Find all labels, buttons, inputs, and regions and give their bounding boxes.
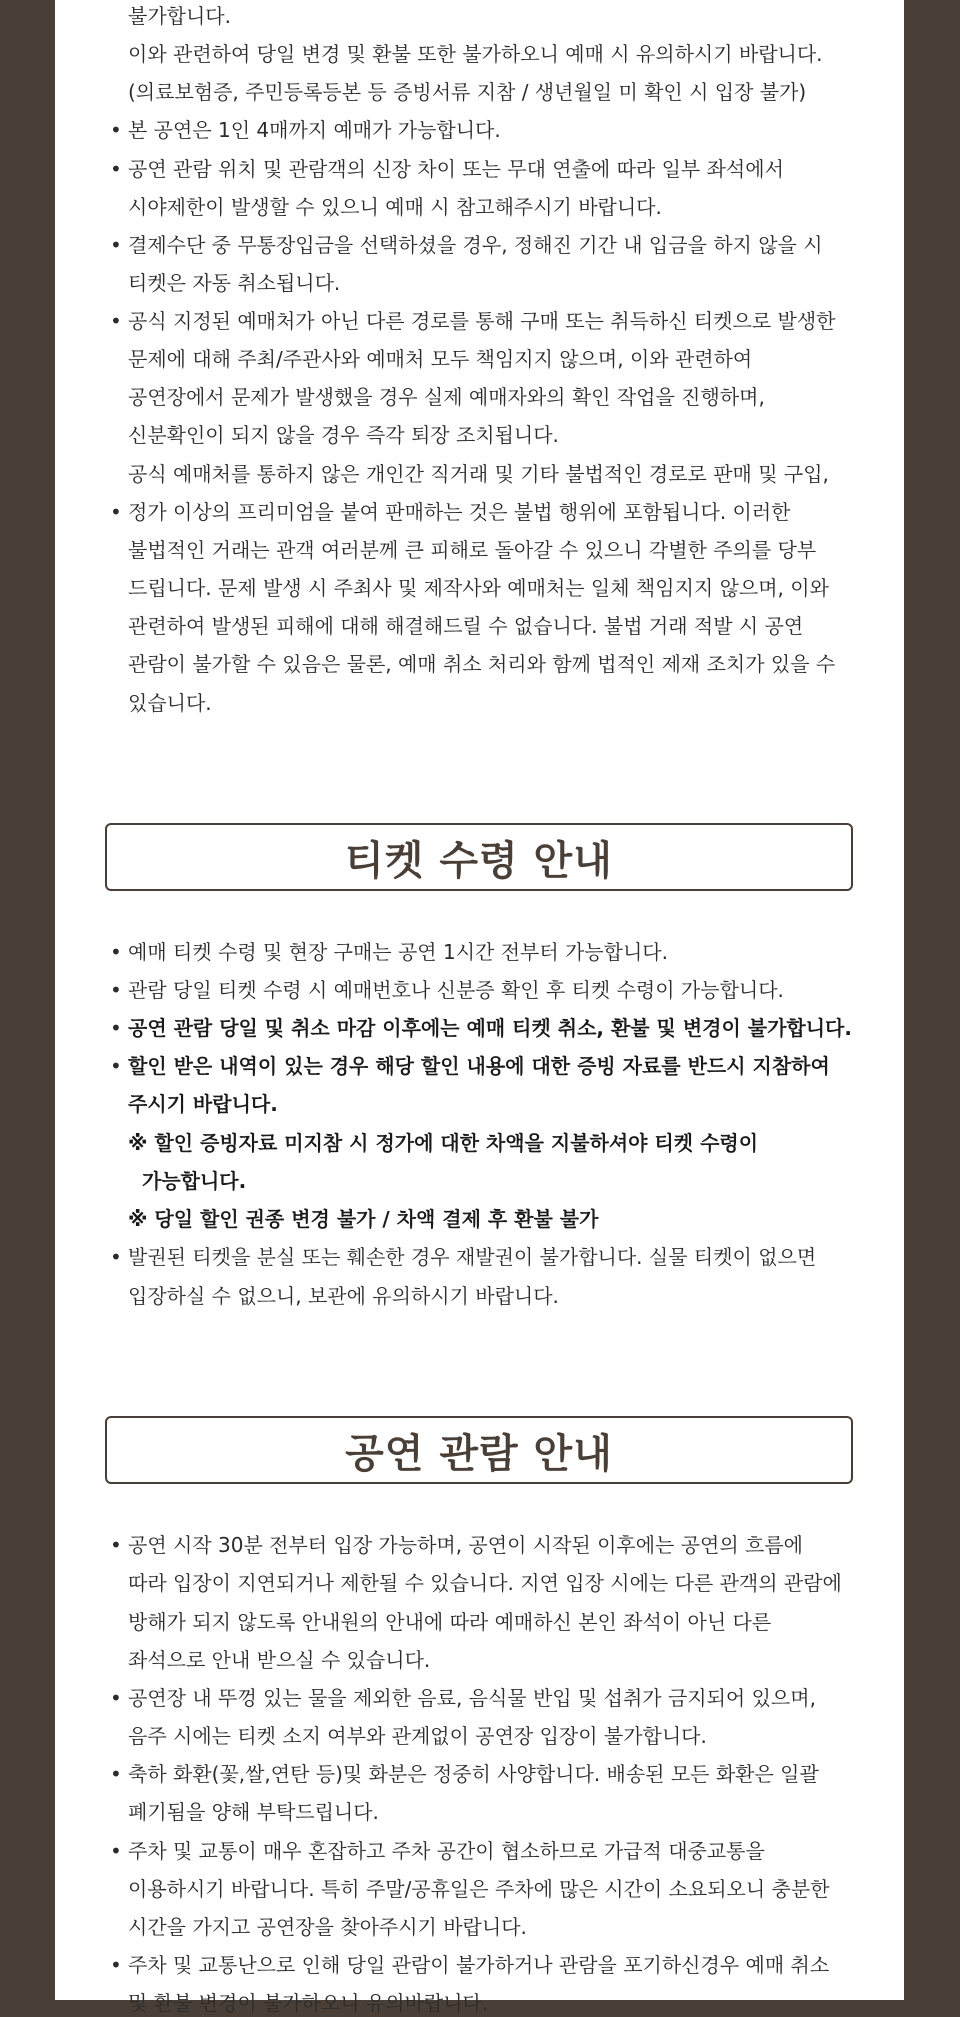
ticket-note: 가능합니다.: [142, 1169, 247, 1193]
notice-line: 공연 관람 위치 및 관람객의 신장 차이 또는 무대 연출에 따라 일부 좌석에서: [128, 157, 784, 181]
bullet-point: •: [110, 157, 122, 181]
viewing-line: 공연 시작 30분 전부터 입장 가능하며, 공연이 시작된 이후에는 공연의 흐름에: [128, 1533, 803, 1557]
bullet-point: •: [110, 1245, 122, 1269]
notice-line: 결제수단 중 무통장입금을 선택하셨을 경우, 정해진 기간 내 입금을 하지 않을 시: [128, 233, 823, 257]
bullet-point: •: [110, 940, 122, 964]
viewing-line: 주차 및 교통난으로 인해 당일 관람이 불가하거나 관람을 포기하신경우 예매 취소: [128, 1953, 830, 1977]
notice-line: 있습니다.: [128, 691, 212, 715]
bullet-point: •: [110, 309, 122, 333]
bullet-point: •: [110, 1533, 122, 1557]
section-title-box: [105, 823, 853, 891]
notice-line: 본 공연은 1인 4매까지 예매가 가능합니다.: [128, 118, 501, 142]
bullet-point: •: [110, 1953, 122, 1977]
notice-line: 시야제한이 발생할 수 있으니 예매 시 참고해주시기 바랍니다.: [128, 195, 662, 219]
bullet-point: •: [110, 233, 122, 257]
viewing-line: 및 환불 변경이 불가하오니 유의바랍니다.: [128, 1991, 489, 2015]
bullet-point: •: [110, 978, 122, 1002]
content-panel: [55, 0, 904, 2015]
ticket-line: 관람 당일 티켓 수령 시 예매번호나 신분증 확인 후 티켓 수령이 가능합니다.: [128, 978, 784, 1002]
notice-line: 공식 예매처를 통하지 않은 개인간 직거래 및 기타 불법적인 경로로 판매 및 구입,: [128, 462, 829, 486]
bullet-point: •: [110, 1686, 122, 1710]
notice-line: 이와 관련하여 당일 변경 및 환불 또한 불가하오니 예매 시 유의하시기 바랍니다.: [128, 42, 823, 66]
notice-line: 공식 지정된 예매처가 아닌 다른 경로를 통해 구매 또는 취득하신 티켓으로 발생한: [128, 309, 836, 333]
ticket-line: 예매 티켓 수령 및 현장 구매는 공연 1시간 전부터 가능합니다.: [128, 940, 668, 964]
viewing-line: 따라 입장이 지연되거나 제한될 수 있습니다. 지연 입장 시에는 다른 관객의 관람에: [128, 1571, 842, 1595]
viewing-line: 축하 화환(꽃,쌀,연탄 등)및 화분은 정중히 사양합니다. 배송된 모든 화환은 일괄: [128, 1762, 819, 1786]
notice-line: 관련하여 발생된 피해에 대해 해결해드릴 수 없습니다. 불법 거래 적발 시 공연: [128, 614, 804, 638]
notice-line: 관람이 불가할 수 있음은 물론, 예매 취소 처리와 함께 법적인 제재 조치가 있을 수: [128, 652, 836, 676]
viewing-line: 좌석으로 안내 받으실 수 있습니다.: [128, 1648, 431, 1672]
viewing-line: 폐기됨을 양해 부탁드립니다.: [128, 1800, 379, 1824]
notice-line: 티켓은 자동 취소됩니다.: [128, 271, 341, 295]
viewing-line: 방해가 되지 않도록 안내원의 안내에 따라 예매하신 본인 좌석이 아닌 다른: [128, 1610, 772, 1634]
bullet-point: •: [110, 1762, 122, 1786]
bullet-point: •: [110, 118, 122, 142]
bullet-point: •: [110, 1016, 122, 1040]
notice-line: (의료보험증, 주민등록등본 등 증빙서류 지참 / 생년월일 미 확인 시 입장 불가): [128, 80, 807, 104]
bullet-point: •: [110, 500, 122, 524]
ticket-line: 발권된 티켓을 분실 또는 훼손한 경우 재발권이 불가합니다. 실물 티켓이 없으면: [128, 1245, 817, 1269]
section-title: 공연 관람 안내: [345, 1430, 613, 1477]
section-title-box: [105, 1416, 853, 1484]
notice-line: 드립니다. 문제 발생 시 주최사 및 제작사와 예매처는 일체 책임지지 않으며, 이와: [128, 576, 829, 600]
viewing-line: 공연장 내 뚜껑 있는 물을 제외한 음료, 음식물 반입 및 섭취가 금지되어 있으며,: [128, 1686, 816, 1710]
notice-line: 문제에 대해 주최/주관사와 예매처 모두 책임지지 않으며, 이와 관련하여: [128, 347, 753, 371]
notice-line: 불가합니다.: [128, 4, 231, 28]
bullet-point: •: [110, 1054, 122, 1078]
viewing-line: 시간을 가지고 공연장을 찾아주시기 바랍니다.: [128, 1915, 527, 1939]
viewing-line: 주차 및 교통이 매우 혼잡하고 주차 공간이 협소하므로 가급적 대중교통을: [128, 1839, 765, 1863]
ticket-line: 할인 받은 내역이 있는 경우 해당 할인 내용에 대한 증빙 자료를 반드시 지참하여: [128, 1054, 830, 1078]
viewing-line: 음주 시에는 티켓 소지 여부와 관계없이 공연장 입장이 불가합니다.: [128, 1724, 707, 1748]
notice-line: 불법적인 거래는 관객 여러분께 큰 피해로 돌아갈 수 있으니 각별한 주의를 당부: [128, 538, 817, 562]
ticket-note: ※ 할인 증빙자료 미지참 시 정가에 대한 차액을 지불하셔야 티켓 수령이: [128, 1131, 759, 1155]
notice-line: 공연장에서 문제가 발생했을 경우 실제 예매자와의 확인 작업을 진행하며,: [128, 385, 765, 409]
ticket-line: 입장하실 수 없으니, 보관에 유의하시기 바랍니다.: [128, 1284, 559, 1308]
notice-line: 신분확인이 되지 않을 경우 즉각 퇴장 조치됩니다.: [128, 423, 559, 447]
viewing-line: 이용하시기 바랍니다. 특히 주말/공휴일은 주차에 많은 시간이 소요되오니 충분한: [128, 1877, 830, 1901]
notice-line: 정가 이상의 프리미엄을 붙여 판매하는 것은 불법 행위에 포함됩니다. 이러한: [128, 500, 791, 524]
ticket-line: 주시기 바랍니다.: [128, 1092, 278, 1116]
section-title: 티켓 수령 안내: [345, 837, 613, 884]
ticket-note: ※ 당일 할인 권종 변경 불가 / 차액 결제 후 환불 불가: [128, 1207, 599, 1231]
ticket-line: 공연 관람 당일 및 취소 마감 이후에는 예매 티켓 취소, 환불 및 변경이 불가합니다.: [128, 1016, 852, 1040]
bullet-point: •: [110, 1839, 122, 1863]
